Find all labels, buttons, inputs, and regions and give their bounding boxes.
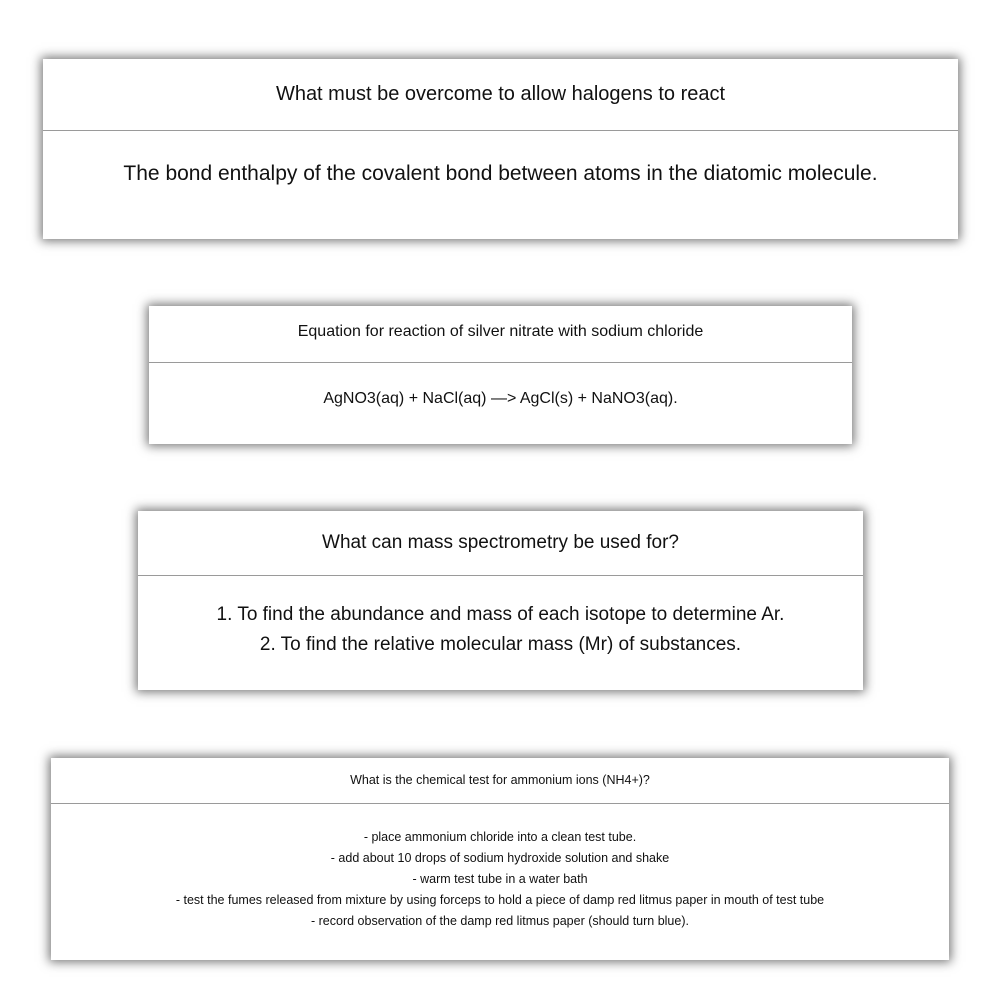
card-answer <box>43 131 958 237</box>
answer-line: 1. To find the abundance and mass of each isotope to determine Ar. <box>216 603 785 625</box>
flashcard[interactable] <box>43 59 958 239</box>
card-question: What must be overcome to allow halogens to react <box>43 59 958 131</box>
answer-line: The bond enthalpy of the covalent bond between atoms in the diatomic molecule. <box>123 162 878 185</box>
card-question: Equation for reaction of silver nitrate with sodium chloride <box>149 306 852 363</box>
flashcard[interactable] <box>149 306 852 444</box>
card-question: What can mass spectrometry be used for? <box>138 511 863 576</box>
flashcard[interactable] <box>138 511 863 690</box>
card-answer <box>138 576 863 689</box>
answer-line: - record observation of the damp red litmus paper (should turn blue). <box>311 914 689 928</box>
answer-line: - warm test tube in a water bath <box>412 872 588 886</box>
answer-line: - test the fumes released from mixture by using forceps to hold a piece of damp red litmus paper in mouth of test tube <box>175 893 825 907</box>
card-answer <box>149 363 852 443</box>
answer-line: 2. To find the relative molecular mass (Mr) of substances. <box>259 633 742 655</box>
card-answer <box>51 804 949 959</box>
card-question: What is the chemical test for ammonium ions (NH4+)? <box>51 758 949 804</box>
answer-line: - place ammonium chloride into a clean test tube. <box>363 830 637 844</box>
flashcard[interactable] <box>51 758 949 960</box>
answer-line: AgNO3(aq) + NaCl(aq) —> AgCl(s) + NaNO3(aq). <box>323 390 678 407</box>
answer-line: - add about 10 drops of sodium hydroxide solution and shake <box>330 851 670 865</box>
